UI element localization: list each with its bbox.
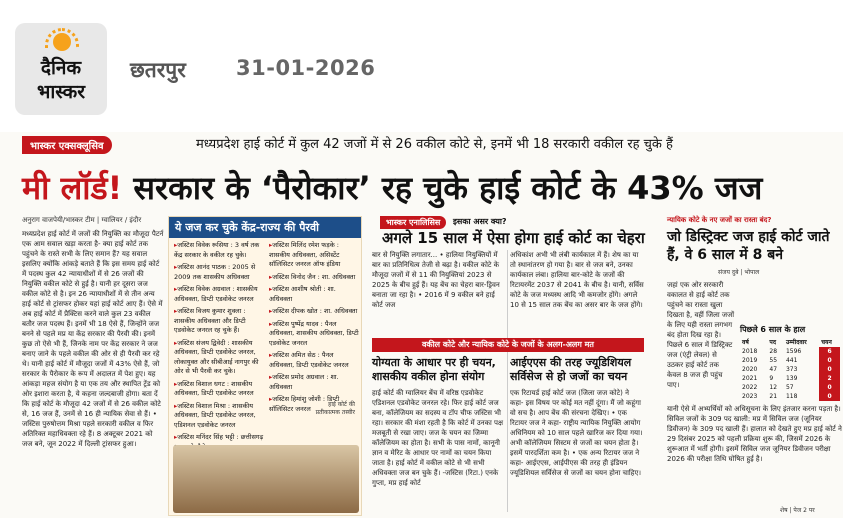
right-subheadline: आईएएस की तरह ज्यूडिशियल सर्विसेज से हो जजों का चयन [510,356,632,383]
table-row [740,347,840,356]
table-row [740,356,840,365]
list-item: ▸ जस्टिस अमित सेठ : पैनल अधिवक्ता, डिप्टी एडवोकेट जनरल [269,351,359,370]
table-cell: 0 [819,365,840,374]
table-header: वर्ष [742,339,749,346]
list-item: ▸ जस्टिस आशीष श्रोती : शा. अधिवक्ता [269,285,359,304]
side-text-a: जहां एक ओर सरकारी वकालत से हाई कोर्ट तक पहुंचने का रास्ता खुला दिखता है, वहीं जिला जजों के लिए यही रास्ता लगभग बंद होता दिख रहा है। पिछले 6 साल में डिस्ट्रिक्ट जज (एंट्री लेवल) से उठकर हाई कोर्ट तक केवल 8 जज ही पहुंच पाए। [667,281,735,389]
analysis-right-text: अधिकांश अभी भी लंबी कार्यकाल में हैं। शेष का या तो स्थानांतरण हो गया है। बार से जज बने, उनका कार्यकाल लंबा। हालिया बार-कोटे के जजों की रिटायरमेंट 2037 से 2041 के बीच है। यानी, सर्विस कोटे के जज मध्यस्थ आदि भी कमजोर होंगे। अगले 10 से 15 साल तक बेंच का असर बार के जज होंगे। [510,251,644,309]
table-cell: 47 [769,366,778,373]
exclusive-tag: भास्कर एक्सक्लूसिव [22,136,112,154]
table-header: पद [769,339,777,346]
table-row [740,374,840,383]
table-cell: 441 [785,357,798,364]
table-cell: 139 [785,375,798,382]
article-byline: अनुराग वाजपेयी/भास्कर टीम | ग्वालियर / इंदौर [22,216,142,224]
table-cell: 0 [819,392,840,401]
main-headline [22,168,762,208]
logo-text-line1: दैनिक [40,57,82,79]
table-cell: 55 [769,357,778,364]
table-cell: 2 [819,374,840,383]
table-header-row [740,337,840,347]
list-item: ▸ जस्टिस संजय द्विवेदी : शासकीय अधिवक्ता, डिप्टी एडवोकेट जनरल, लोकायुक्त और सीबीआई नागपुर की ओर से भी पैरवी कर चुके। [174,339,266,377]
list-item: ▸ जस्टिस विशाल मिश्रा : शासकीय अधिवक्ता, डिप्टी एडवोकेट जनरल, एडिशनल एडवोकेट जनरल [174,402,266,431]
list-item: ▸ जस्टिस प्रमोद अग्रवाल : शा. अधिवक्ता [269,373,359,392]
left-opinion-body: हाई कोर्ट की ग्वालियर बेंच में वरिष्ठ एडवोकेट एडिशनल एडवोकेट जनरल रहे। फिर हाई कोर्ट जज बना, कॉलेजियम का सदस्य व टॉप चीफ जस्टिस भी रहा। सरकार की मंशा रहती है कि कोर्ट में उनका पक्ष मजबूती से रखा जाए। जज के चयन का जिम्मा कॉलेजियम का होता है। सभी के पास नामों, कानूनी ज्ञान व मेरिट के आधार पर नामों का चयन किया जाता है। हाई कोर्ट में वकील कोटे से भी सभी अधिवक्ता जज बन चुके हैं। -जस्टिस (रिटा.) एनके गुप्ता, मप्र हाई कोर्ट [372,389,503,487]
selection-table-box [740,324,840,416]
sun-icon [53,33,71,51]
table-cell: 118 [785,393,798,400]
table-header: उम्मीदवार [785,339,807,346]
table-cell: 2022 [742,384,758,391]
list-item: ▸ जस्टिस विशाल धगट : शासकीय अधिवक्ता, डिप्टी एडवोकेट जनरल [174,380,266,399]
table-cell: 2023 [742,393,758,400]
photo-caption: हाई कोर्ट की प्रतीकात्मक तस्वीर [315,401,355,416]
table-row [740,365,840,374]
left-subheadline: योग्यता के आधार पर ही चयन, शासकीय वकील होना संयोग [372,356,496,383]
table-cell: 28 [769,348,778,355]
table-cell: 1596 [785,348,802,355]
table-cell: 2018 [742,348,758,355]
table-cell: 2020 [742,366,758,373]
table-cell: 6 [819,347,840,356]
table-title: पिछले 6 साल के हाल [740,325,806,334]
continued-note: शेष | पेज 2 पर [780,507,815,514]
side-headline: जो डिस्ट्रिक्ट जज हाई कोर्ट जाते हैं, वे 6 साल में 8 बने [667,229,830,263]
side-byline: संजय दुबे | भोपाल [718,269,760,276]
lead-column: मध्यप्रदेश हाई कोर्ट में जजों की नियुक्ति का मौजूदा पैटर्न एक आम सवाल खड़ा करता है- क्या हाई कोर्ट तक पहुंचने के रास्ते सभी के लिए समान हैं? यह सवाल इसलिए क्योंकि आंकड़े बताते हैं कि इस समय हाई कोर्ट में पदस्थ कुल 42 न्यायाधीशों में से 26 जजों की नियुक्ति वकील कोटे से हुई है। यानी हर दूसरा जज वकील कोटे से है। इन 26 न्यायाधीशों में से तीन अन्य हाई कोर्ट से ट्रांसफर होकर यहां हाई कोर्ट आए हैं। ऐसे में अब हाई कोर्ट में प्रैक्टिस करने वाले कुल 23 वकील बतौर जज पदस्थ हैं। इनमें भी 18 ऐसे हैं, जिन्होंने जज बनने से पहले मप्र या केंद्र सरकार की पैरवी की। इनमें कुछ तो ऐसे भी हैं, जिनके नाम पर केंद्र सरकार ने जज बनाए जाने के पहले वकील की ओर से ही पैरवी कर रहे थे। यानी हाई कोर्ट में मौजूदा जजों में 43% ऐसे हैं, जो सरकार के पैरोकार के रूप में अदालत में पेश हुए। यह आंकड़ा महज संयोग है या एक तय और स्थापित ट्रेंड को ओर इशारा करता है, ये कहना जल्दबाजी होगा। बता दें कि हाई कोर्ट के मौजूदा 42 जजों में से 26 वकील कोटे से, 16 जज हैं, उनमें से 16 ही न्यायिक सेवा से हैं। • जस्टिस पुरुषोत्तम मिश्रा पहले सरकारी वकील व फिर अतिरिक्त महाधिवक्ता रहे हैं। 8 अक्टूबर 2021 को जज बने, जून 2022 में दिल्ली ट्रांसफर हुआ। [22,230,164,448]
table-cell: 9 [769,375,774,382]
list-item: ▸ जस्टिस दीपक खोत : शा. अधिवक्ता [269,307,359,317]
table-cell: 0 [819,356,840,365]
list-item: ▸ जस्टिस हिमांशु जोशी : डिप्टी सॉलिसिटर जनरल [269,395,359,414]
list-item: ▸ जस्टिस मनिंदर सिंह भट्टी : छत्तीसगढ़ [174,433,266,452]
list-item: ▸ जस्टिस विवेक रूसिया : 3 वर्ष तक केंद्र सरकार के वकील रह चुके। [174,241,266,260]
side-text-b: यानी ऐसे में अभ्यर्थियों को अधिसूचना के लिए इंतजार करना पड़ता है। सिविल जजों के 309 पद खाली: मप्र में सिविल जज (जूनियर डिवीजन) के 309 पद खाली हैं। हालात को देखते हुए मप्र हाई कोर्ट ने 29 दिसंबर 2025 को पहली प्रक्रिया शुरू की, जिसमें 2026 के शुरूआत में भर्ती होगी। इसमें सिविल जज जूनियर डिवीजन परीक्षा 2026 की परीक्षा तिथि घोषित हुई है। [667,405,842,463]
table-cell: 2019 [742,357,758,364]
list-item: ▸ जस्टिस विजय कुमार शुक्ला : शासकीय अधिवक्ता और डिप्टी एडवोकेट जनरल रह चुके हैं। [174,307,266,336]
list-item: ▸ जस्टिस आनंद पाठक : 2005 से 2009 तक शासकीय अधिवक्ता [174,263,266,282]
side-kicker: न्यायिक कोटे के नए जजों का रास्ता बंद? [667,216,772,224]
analysis-left-text: बार से नियुक्ति लगातार... • हालिया नियुक्तियों में बार का प्रतिनिधित्व तेजी से बढ़ा है। वकील कोटे के मौजूदा जजों में से 11 की नियुक्तियां 2023 से 2025 के बीच हुई हैं। यह बेंच का चेहरा बार-ड्रिवन बनाता जा रहा है। • 2016 में 9 वकील बने हाई कोर्ट जज [372,251,500,309]
logo-text-line2: भास्कर [36,81,86,103]
table-row [740,383,840,392]
pairvi-box [168,216,362,516]
column-divider [507,250,508,512]
table-cell: 12 [769,384,778,391]
right-opinion-body: एक रिटायर्ड हाई कोर्ट जज (जिला जज कोटे) ने कहा- इस विषय पर कोई मत नहीं दूंगा। मैं जो कहूंगा वो सच है। आप बेंच की संरचना देखिए। • एक रिटायर जज ने कहा- राष्ट्रीय न्यायिक नियुक्ति आयोग अधिनियम को 10 साल पहले खारिज कर दिया गया। अभी कॉलेजियम सिस्टम से जजों का चयन होता है। इसमें पारदर्शिता कम है। • एक अन्य रिटायर जज ने कहा- आईएएस, आईपीएस की तरह ही इंडियन ज्यूडिशियल सर्विसेज से जजों का चयन होना चाहिए। [510,389,643,477]
table-cell: 2021 [742,375,758,382]
table-cell: 0 [819,383,840,392]
analysis-headline: अगले 15 साल में ऐसा होगा हाई कोर्ट का चेहरा [382,229,645,247]
pairvi-list-left [174,241,266,441]
analysis-question: इसका असर क्या? [453,217,507,226]
selection-table [740,337,840,401]
newspaper-clipping [0,132,843,518]
list-item: ▸ जस्टिस विवेक अग्रवाल : शासकीय अधिवक्ता, डिप्टी एडवोकेट जनरल [174,285,266,304]
table-cell: 21 [769,393,778,400]
dainik-bhaskar-logo [15,23,107,115]
deck-line: मध्यप्रदेश हाई कोर्ट में कुल 42 जजों में से 26 वकील कोटे से, इनमें भी 18 सरकारी वकील रह चुके हैं [196,137,673,152]
table-header: चयन [821,339,832,346]
list-item: ▸ जस्टिस मिलिंद रमेश फड़के : शासकीय अधिवक्ता, असिस्टेंट सॉलिसिटर जनरल ऑफ इंडिया [269,241,359,270]
list-item: ▸ जस्टिस पुष्पेंद्र यादव : पैनल अधिवक्ता, शासकीय अधिवक्ता, डिप्टी एडवोकेट जनरल [269,320,359,349]
edition-city: छतरपुर [130,58,186,82]
edition-date: 31-01-2026 [236,56,376,80]
analysis-tag: भास्कर एनालिसिस [380,216,446,229]
headline-rest: सरकार के ‘पैरोकार’ रह चुके हाई कोर्ट के 43% जज [133,169,763,207]
headline-red-part: मी लॉर्ड! [22,169,123,207]
opinion-band: वकील कोटे और न्यायिक कोटे के जजों के अलग-अलग मत [372,338,644,352]
page-header [0,0,843,130]
table-cell: 57 [785,384,794,391]
table-row [740,392,840,401]
pairvi-box-title: ये जज कर चुके केंद्र-राज्य की पैरवी [169,217,361,238]
list-item: ▸ जस्टिस विनोद जैन : शा. अधिवक्ता [269,273,359,283]
table-cell: 373 [785,366,798,373]
